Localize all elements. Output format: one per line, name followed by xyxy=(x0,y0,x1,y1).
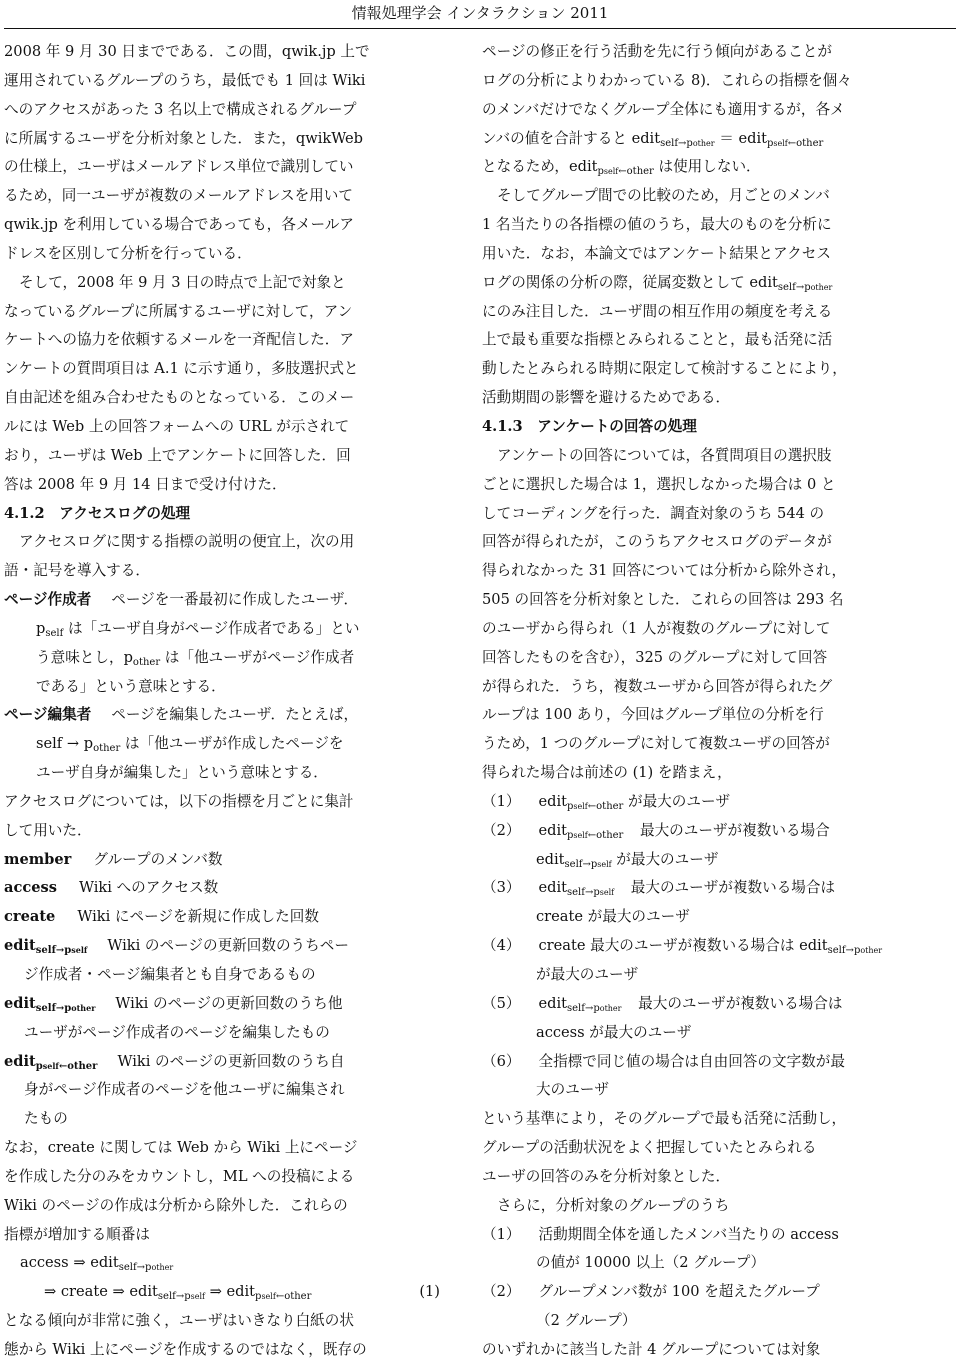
text-line: 得られなかった 31 回答については分析から除外され， xyxy=(482,562,847,580)
text-line: ごとに選択した場合は 1，選択しなかった場合は 0 と xyxy=(482,475,836,493)
text-line: 身がページ作成者のページを他ユーザに編集され xyxy=(24,1081,345,1099)
definition-line: self → $p_{other}$ は「他ユーザが作成したページを xyxy=(36,735,344,755)
text-line: へのアクセスがあった 3 名以上で構成されるグループ xyxy=(4,100,357,118)
text-line: という基準により，そのグループで最も活発に活動し， xyxy=(482,1110,847,1128)
criterion-line: が最大のユーザ xyxy=(536,966,639,983)
text-line: そして，2008 年 9 月 3 日の時点で上記で対象と xyxy=(19,273,346,291)
exclusion-1: （1） 活動期間全体を通したメンバ当たりの access xyxy=(482,1225,839,1243)
text-line: ンケートの質問項目は A.1 に示す通り，多肢選択式と xyxy=(4,360,359,378)
definition-page-creator: ページ作成者 ページを一番最初に作成したユーザ． xyxy=(4,591,359,609)
metric-access: access Wiki へのアクセス数 xyxy=(4,879,219,897)
text-line: ジ作成者・ページ編集者とも自身であるもの xyxy=(24,966,316,983)
criterion-4: （4） create 最大のユーザが複数いる場合は edit$_{self\to pother}$ xyxy=(482,937,883,957)
text-line: さらに，分析対象のグループのうち xyxy=(497,1196,730,1214)
text-line: 態から Wiki 上にページを作成するのではなく，既存の xyxy=(4,1340,367,1358)
criterion-1: （1） edit$_{pself\leftarrow other}$ が最大のユーザ xyxy=(482,792,731,812)
text-line: アクセスログに関する指標の説明の便宜上，次の用 xyxy=(19,533,355,551)
equation-number: (1) xyxy=(419,1283,440,1301)
right-column xyxy=(482,38,956,1365)
text-line: そしてグループ間での比較のため，月ごとのメンバ xyxy=(497,187,830,205)
text-line: 2008 年 9 月 30 日までである．この間，qwik.jp 上で xyxy=(4,43,370,60)
equation-line-1: access ⇒ edit$_{self\to pother}$ xyxy=(20,1254,174,1274)
criterion-3: （3） edit$_{self\to pself}$ 最大のユーザが複数いる場合は xyxy=(482,879,836,899)
metric-edit-pself-from-other: edit$_{pself\leftarrow other}$ Wiki のページの更新回数のうち自 xyxy=(4,1052,345,1072)
text-line: なっているグループに所属するユーザに対して，アン xyxy=(4,302,353,320)
term-page-editor: ページ編集者 xyxy=(4,706,92,724)
text-line: ページの修正を行う活動を先に行う傾向があることが xyxy=(482,43,832,60)
text-line: 用いた．なお，本論文ではアンケート結果とアクセス xyxy=(482,244,831,262)
criterion-6: （6） 全指標で同じ値の場合は自由回答の文字数が最 xyxy=(482,1052,845,1070)
text-line: たもの xyxy=(24,1110,68,1128)
criterion-line: access が最大のユーザ xyxy=(536,1023,692,1041)
running-header: 情報処理学会 インタラクション 2011 xyxy=(351,4,609,22)
metric-member: member グループのメンバ数 xyxy=(4,850,223,868)
definition-line: う意味とし，$p_{other}$ は「他ユーザがページ作成者 xyxy=(36,648,355,668)
text-line: Wiki のページの作成は分析から除外した．これらの xyxy=(4,1196,348,1214)
text-line: 回答が得られたが，このうちアクセスログのデータが xyxy=(482,533,832,551)
criterion-5: （5） edit$_{self\to pother}$ 最大のユーザが複数いる場合は xyxy=(482,994,843,1014)
text-line: に所属するユーザを分析対象とした．また，qwikWeb xyxy=(4,129,364,147)
metric-create: create Wiki にページを新規に作成した回数 xyxy=(4,908,319,926)
text-line: のメンバだけでなくグループ全体にも適用するが，各メ xyxy=(482,100,845,118)
criterion-line: 大のユーザ xyxy=(536,1081,609,1099)
text-line: のいずれかに該当した計 4 グループについては対象 xyxy=(482,1340,821,1358)
exclusion-2: （2） グループメンバ数が 100 を超えたグループ xyxy=(482,1283,820,1301)
equation-line-2: ⇒ create ⇒ edit$_{self\to pself}$ ⇒ edit$_{pself\leftarrow other}$ (1) xyxy=(4,1278,440,1307)
definition-line: ユーザ自身が編集した」という意味とする． xyxy=(36,764,328,782)
section-heading-4-1-3: 4.1.3 アンケートの回答の処理 xyxy=(482,417,697,435)
text-line: アンケートの回答については，各質問項目の選択肢 xyxy=(497,446,832,464)
metric-edit-self-to-pother: edit$_{self\to pother}$ Wiki のページの更新回数のうち他 xyxy=(4,994,343,1014)
text-line: となる傾向が非常に強く，ユーザはいきなり白紙の状 xyxy=(4,1312,354,1330)
text-line: おり，ユーザは Web 上でアンケートに回答した．回 xyxy=(4,446,351,464)
text-line: うため，1 つのグループに対して複数ユーザの回答が xyxy=(482,735,830,753)
text-line: となるため，edit$_{pself\leftarrow other}$ は使用しない． xyxy=(482,158,761,178)
criterion-2: （2） edit$_{pself\leftarrow other}$ 最大のユーザが複数いる場合 xyxy=(482,821,830,841)
header-rule xyxy=(4,28,956,29)
text-line: 自由記述を組み合わせたものとなっている．このメー xyxy=(4,389,355,407)
criterion-line: create が最大のユーザ xyxy=(536,908,690,926)
text-line: にのみ注目した．ユーザ間の相互作用の頻度を考える xyxy=(482,302,833,320)
text-line: が得られた．うち，複数ユーザから回答が得られたグ xyxy=(482,677,833,695)
text-line: 得られた場合は前述の (1) を踏まえ， xyxy=(482,764,732,782)
text-line: 動したとみられる時期に限定して検討することにより， xyxy=(482,360,847,378)
text-line: 指標が増加する順番は xyxy=(4,1225,150,1243)
text-line: して用いた． xyxy=(4,821,92,839)
text-line: 語・記号を導入する． xyxy=(4,562,150,580)
definition-line: $p_{self}$ は「ユーザ自身がページ作成者である」とい xyxy=(36,619,360,639)
text-line: アクセスログについては，以下の指標を月ごとに集計 xyxy=(4,792,354,810)
exclusion-line: （2 グループ） xyxy=(536,1312,637,1330)
text-line: ユーザの回答のみを分析対象とした． xyxy=(482,1167,731,1185)
definition-line: である」という意味とする． xyxy=(36,677,226,695)
text-line: なお，create に関しては Web から Wiki 上にページ xyxy=(4,1139,358,1157)
term-page-creator: ページ作成者 xyxy=(4,591,92,609)
text-line: ドレスを区別して分析を行っている． xyxy=(4,244,252,262)
section-heading-4-1-2: 4.1.2 アクセスログの処理 xyxy=(4,504,191,522)
text-line: 運用されているグループのうち，最低でも 1 回は Wiki xyxy=(4,71,366,89)
text-line: 上で最も重要な指標とみられることと，最も活発に活 xyxy=(482,331,833,349)
text-line: ループは 100 あり，今回はグループ単位の分析を行 xyxy=(482,706,824,724)
text-line: ケートへの協力を依頼するメールを一斉配信した．ア xyxy=(4,331,354,349)
text-line: 1 名当たりの各指標の値のうち，最大のものを分析に xyxy=(482,216,832,234)
text-line: 答は 2008 年 9 月 14 日まで受け付けた． xyxy=(4,475,287,493)
text-line: 活動期間の影響を避けるためである． xyxy=(482,389,731,407)
metric-edit-self-to-pself: edit$_{self\to pself}$ Wiki のページの更新回数のうちペー xyxy=(4,937,349,957)
text-line: ログの分析によりわかっている 8)．これらの指標を個々 xyxy=(482,71,852,89)
text-line: qwik.jp を利用している場合であっても，各メールア xyxy=(4,216,354,234)
text-line: の仕様上，ユーザはメールアドレス単位で識別してい xyxy=(4,158,354,176)
text-line: 回答したものを含む），325 のグループに対して回答 xyxy=(482,648,828,666)
text-line: してコーディングを行った．調査対象のうち 544 の xyxy=(482,504,825,522)
text-line: ルには Web 上の回答フォームへの URL が示されて xyxy=(4,417,350,435)
text-line: ンバの値を合計すると edit$_{self\to pother}$ ＝ edit$_{pself\leftarrow other}$ xyxy=(482,129,824,149)
text-line: を作成した分のみをカウントし，ML への投稿による xyxy=(4,1167,355,1185)
criterion-line: edit$_{self\to pself}$ が最大のユーザ xyxy=(536,850,719,870)
left-column xyxy=(4,38,440,1365)
text-line: 505 の回答を分析対象とした．これらの回答は 293 名 xyxy=(482,591,844,609)
text-line: ユーザがページ作成者のページを編集したもの xyxy=(24,1023,330,1041)
text-line: グループの活動状況をよく把握していたとみられる xyxy=(482,1139,817,1157)
text-line: ログの関係の分析の際，従属変数として edit$_{self\to pother}$ xyxy=(482,273,833,293)
text-line: るため，同一ユーザが複数のメールアドレスを用いて xyxy=(4,187,353,205)
exclusion-line: の値が 10000 以上（2 グループ） xyxy=(536,1254,766,1272)
text-line: のユーザから得られ（1 人が複数のグループに対して xyxy=(482,619,831,637)
definition-page-editor: ページ編集者 ページを編集したユーザ．たとえば， xyxy=(4,706,359,724)
